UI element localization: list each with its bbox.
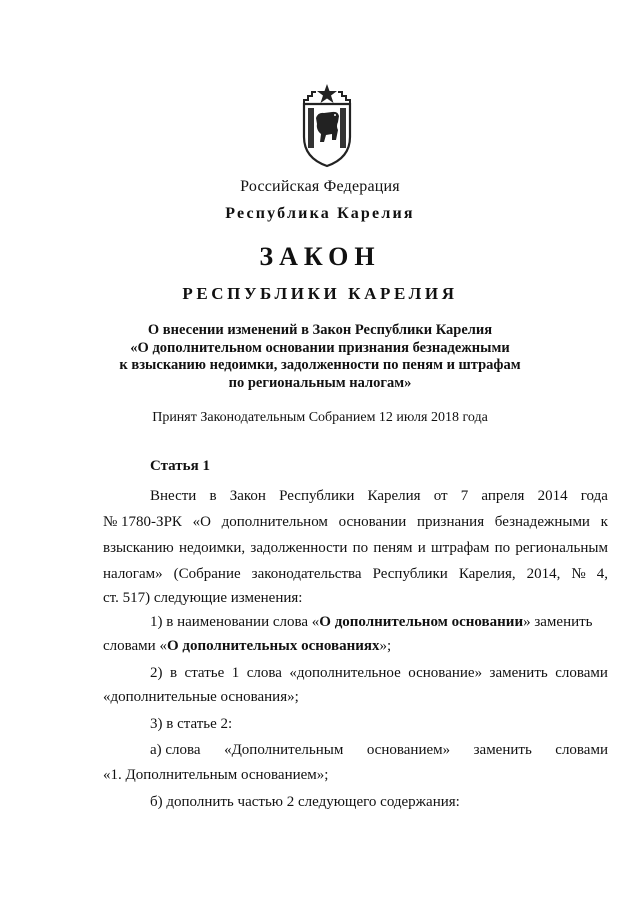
law-heading-line: «О дополнительном основании признания безнадежными — [130, 339, 510, 356]
item-text: »; — [379, 638, 392, 654]
item-text: » заменить — [523, 614, 593, 630]
word: 2014, — [526, 566, 561, 582]
item-1-line-2 — [103, 638, 391, 655]
adoption-date: Принят Законодательным Собранием 12 июля 2018 года — [152, 410, 488, 425]
word: недоимки, — [178, 540, 246, 556]
word: налогам» — [103, 566, 163, 582]
paragraph-line — [103, 540, 608, 557]
item-3-line: 3) в статье 2: — [150, 716, 233, 732]
law-heading-line: О внесении изменений в Закон Республики Карелия — [147, 322, 493, 338]
word: «Дополнительным — [224, 742, 344, 758]
word: региональным — [515, 540, 608, 556]
word: взысканию — [103, 540, 174, 556]
item-3b-line: б) дополнить частью 2 следующего содержания: — [150, 794, 460, 810]
word: штрафам — [431, 540, 490, 556]
word: в — [209, 488, 217, 504]
word: дополнительном — [221, 514, 328, 530]
federation-name: Российская Федерация — [240, 178, 400, 195]
word: 4, — [596, 566, 608, 582]
word: по — [494, 540, 511, 556]
item-text: 1) в наименовании слова « — [150, 614, 320, 630]
law-heading — [0, 322, 640, 392]
law-heading-line: по региональным налогам» — [228, 374, 412, 391]
word: статье — [184, 665, 225, 681]
word: 7 — [460, 488, 469, 504]
word: по — [352, 540, 369, 556]
word: безнадежными — [494, 514, 590, 530]
word: в — [169, 665, 178, 681]
word: 2014 — [537, 488, 568, 504]
paragraph-line: ст. 517) следующие изменения: — [103, 590, 303, 606]
word: словами — [555, 665, 608, 681]
article-title: Статья 1 — [150, 458, 210, 474]
word: от — [433, 488, 448, 504]
word: основание» — [408, 665, 483, 681]
word: Республики — [279, 488, 355, 504]
word: а) слова — [150, 742, 201, 758]
word: Карелия, — [458, 566, 516, 582]
word: 1 — [231, 665, 240, 681]
item-3a-line-2: «1. Дополнительным основанием»; — [103, 767, 329, 783]
word: основании — [338, 514, 407, 530]
item-bold-text: О дополнительном основании — [319, 614, 524, 630]
item-text: словами « — [103, 638, 167, 654]
paragraph-line — [103, 514, 608, 531]
word: заменить — [473, 742, 532, 758]
word: года — [580, 488, 608, 504]
word: «О — [192, 514, 211, 530]
word: словами — [555, 742, 608, 758]
word: к — [600, 514, 608, 530]
word: и — [417, 540, 426, 556]
word: признания — [416, 514, 485, 530]
word: Республики — [372, 566, 448, 582]
word: Карелия — [367, 488, 421, 504]
coat-of-arms-icon — [298, 82, 356, 168]
word: заменить — [489, 665, 548, 681]
word: законодательства — [251, 566, 362, 582]
item-2-line-2: «дополнительные основания»; — [103, 689, 299, 705]
law-heading-line: к взысканию недоимки, задолженности по пеням и штрафам — [119, 357, 521, 373]
item-2-line — [150, 665, 608, 682]
word: Закон — [229, 488, 266, 504]
word: пеням — [373, 540, 413, 556]
paragraph-line — [103, 566, 608, 583]
law-title: ЗАКОН — [259, 242, 381, 271]
word: (Собрание — [173, 566, 241, 582]
republic-name: Республика Карелия — [225, 205, 415, 222]
item-bold-text: О дополнительных основаниях — [166, 638, 380, 654]
word: «дополнительное — [289, 665, 401, 681]
word: слова — [246, 665, 282, 681]
word: Внести — [150, 488, 197, 504]
word: апреля — [481, 488, 525, 504]
word: № — [571, 566, 586, 582]
word: задолженности — [250, 540, 348, 556]
paragraph-line — [150, 488, 608, 505]
item-1-line — [150, 614, 608, 631]
word: 2) — [150, 665, 163, 681]
law-subtitle: РЕСПУБЛИКИ КАРЕЛИЯ — [182, 284, 458, 303]
word: № 1780-ЗРК — [103, 514, 182, 530]
item-3a-line — [150, 742, 608, 759]
word: основанием» — [366, 742, 451, 758]
